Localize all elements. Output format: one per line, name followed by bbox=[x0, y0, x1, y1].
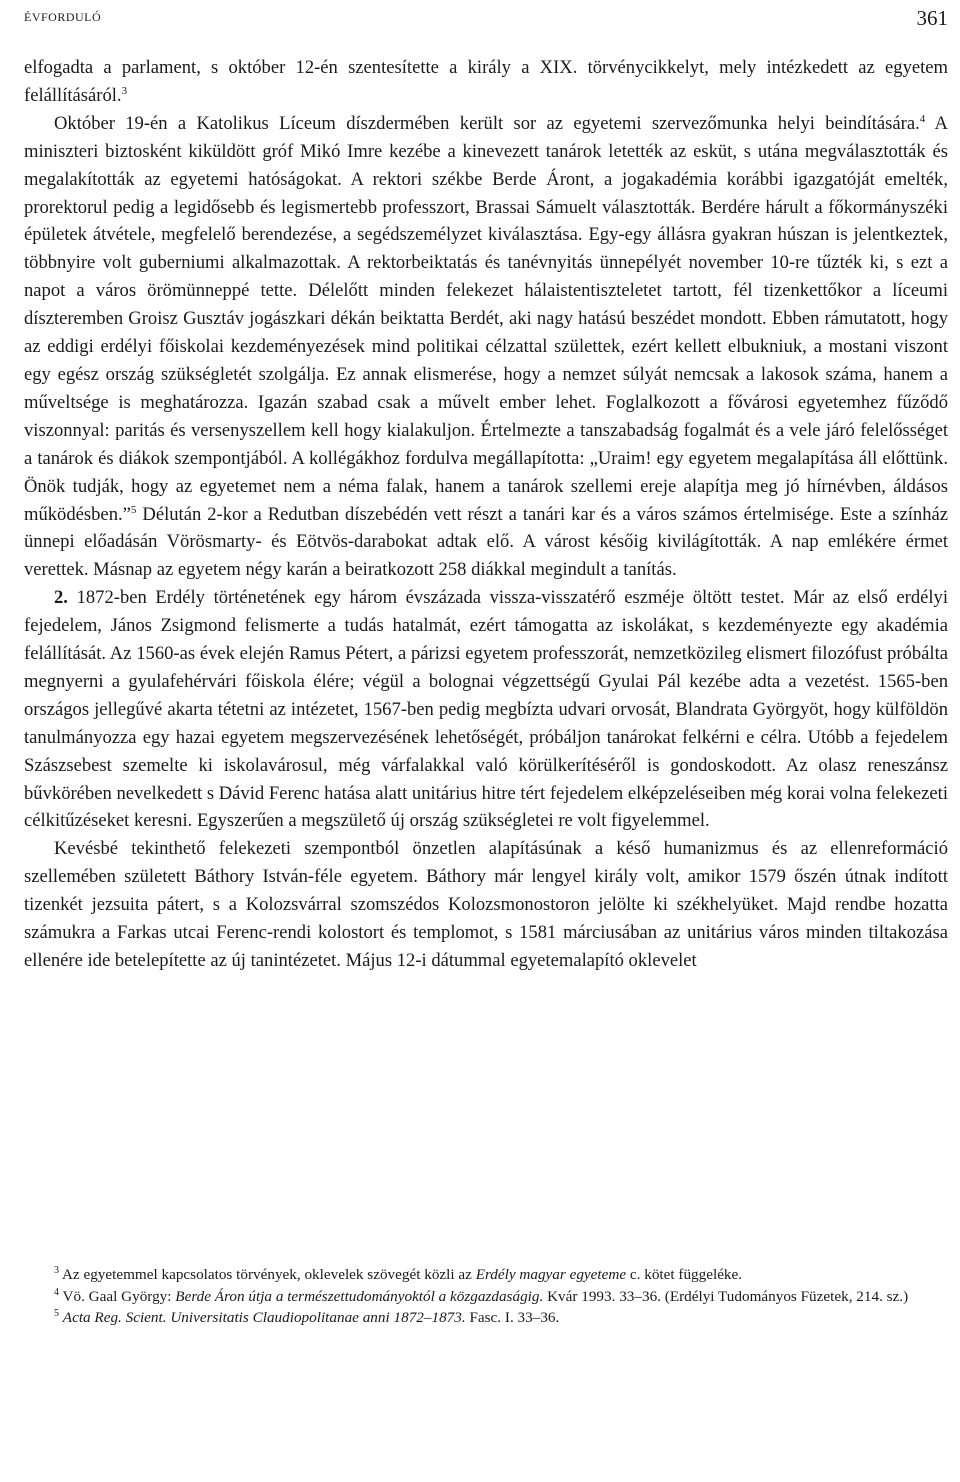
section-number: 2. bbox=[54, 587, 68, 609]
footnotes bbox=[24, 1264, 948, 1329]
paragraph-1-text: elfogadta a parlament, s október 12-én szentesítette a király a XIX. törvénycikkelyt, mely intézkedett az egyetem felállításáról. bbox=[24, 57, 948, 106]
page-number: 361 bbox=[916, 6, 948, 30]
paragraph-2-text-a: Október 19-én a Katolikus Líceum díszdermében került sor az egyetemi szervezőmunka helyi beindítására. bbox=[54, 112, 920, 134]
paragraph-2-text-b: A miniszteri biztosként kiküldött gróf Mikó Imre kezébe a kinevezett tanárok letették az esküt, s utána megválasztották és megalakították az egyetemi hatóságokat. A rektori székbe Berde Áront, a jogakadémia korábbi igazgatóját emelték, prorektorul pedig a legidősebb és legismertebb professzort, Brassai Sámuelt választották. Berdére hárult a főkormányszéki épületek átvétele, megfelelő berendezése, a segédszemélyzet kiválasztása. Egy-egy állásra gyakran húszan is jelentkeztek, többnyire volt guberniumi alkalmazottak. A rektorbeiktatás és tanévnyitás ünnepélyét november 10-re tűzték ki, s ezt a napot a város örömünneppé tette. Délelőtt minden felekezet hálaistentiszteletet tartott, fél tizenkettőkor a líceumi díszteremben Groisz Gusztáv jogászkari dékán beiktatta Berdét, aki nagy hatású beszédet mondott. Ebben rámutatott, hogy az eddigi erdélyi főiskolai kezdeményezések mind politikai célzattal születtek, ezért kellett elbukniuk, a mostani viszont egy egész ország szükségletét szolgálja. Ez annak elismerése, hogy a nemzet súlyát nemcsak a lakosok száma, hanem a műveltsége is meghatározza. Igazán szabad csak a művelt ember lehet. Foglalkozott a fővárosi egyetemhez fűződő viszonnyal: paritás és versenyszellem kell hogy kialakuljon. Értelmezte a tanszabadság fogalmát és a vele járó felelősséget a tanárok és diákok szempontjából. A kollégákhoz fordulva megállapította: „Uraim! egy egyetem megalapítása áll előttünk. Önök tudják, hogy az egyetemet nem a néma falak, hanem a tanárok szellemi ereje alapítja meg jó hírnévben, áldásos működésben.” bbox=[24, 112, 948, 525]
footnote-4 bbox=[24, 1286, 948, 1308]
paragraph-3 bbox=[24, 584, 948, 835]
footnote-text-after: Fasc. I. 33–36. bbox=[465, 1309, 560, 1326]
footnote-title: Acta Reg. Scient. Universitatis Claudiopolitanae anni 1872–1873. bbox=[62, 1309, 466, 1326]
footnote-text-after: c. kötet függeléke. bbox=[626, 1266, 743, 1283]
paragraph-3-text: 1872-ben Erdély történetének egy három évszázada vissza-visszatérő eszméje öltött testet. Már az első erdélyi fejedelem, János Zsigmond felismerte a tudás hatalmát, ezért támogatta az iskolákat, s kezdeményezte egy akadémia felállítását. Az 1560-as évek elején Ramus Pétert, a párizsi egyetem professzorát, nemzetközileg elismert filozófust próbálta megnyerni a gyulafehérvári főiskola élére; végül a bolognai végzettségű Gyulai Pál kezébe adta a vezetést. 1565-ben országos jellegűvé akarta tétetni az intézetet, 1567-ben pedig megbízta udvari orvosát, Blandrata Györgyöt, hogy külföldön tanulmányozza egy hazai egyetem megszervezésének lehetőségét, próbáljon tanárokat felkérni e célra. Utóbb a fejedelem Szászsebest szemelte ki iskolavárosul, még várfalakkal való körülkerítéséről is gondoskodott. Az olasz reneszánsz bűvkörében nevelkedett s Dávid Ferenc hatása alatt unitárius hitre tért fejedelem elképzeléseiben még korai volna felekezeti célkitűzéseket keresni. Egyszerűen a megszülető új ország szükségletei re volt figyelemmel. bbox=[24, 587, 948, 832]
footnote-ref-5: 5 bbox=[130, 503, 137, 516]
paragraph-2-text-c: Délután 2-kor a Redutban díszebédén vett részt a tanári kar és a város számos értelmisége. Este a színház ünnepi előadásán Vörösmarty- és Eötvös-darabokat adtak elő. A várost későig kivilágították. A nap emlékére érmet verettek. Másnap az egyetem négy karán a beiratkozott 258 diákkal megindult a tanítás. bbox=[24, 503, 948, 581]
footnote-title: Erdély magyar egyeteme bbox=[475, 1266, 627, 1283]
footnote-number: 4 bbox=[54, 1286, 59, 1298]
paragraph-1 bbox=[24, 54, 948, 110]
footnote-title: Berde Áron útja a természettudományoktól a közgazdaságig. bbox=[175, 1287, 544, 1305]
paragraph-4 bbox=[24, 835, 948, 975]
paragraph-2 bbox=[24, 110, 948, 584]
body-text bbox=[24, 54, 948, 975]
footnote-ref-4: 4 bbox=[919, 112, 926, 125]
footnote-text-after: Kvár 1993. 33–36. (Erdélyi Tudományos Füzetek, 214. sz.) bbox=[543, 1287, 909, 1305]
footnote-text: Vö. Gaal György: bbox=[62, 1287, 176, 1305]
footnote-text: Az egyetemmel kapcsolatos törvények, oklevelek szövegét közli az bbox=[61, 1266, 476, 1283]
footnote-number: 5 bbox=[54, 1308, 59, 1319]
document-page bbox=[24, 0, 948, 1482]
section-title: ÉVFORDULÓ bbox=[24, 10, 102, 24]
paragraph-4-text: Kevésbé tekinthető felekezeti szempontból önzetlen alapításúnak a késő humanizmus és az ellenreformáció szellemében született Báthory István-féle egyetem. Báthory már lengyel király volt, amikor 1579 őszén útnak indított tizenkét jezsuita pátert, s a Kolozsvárral szomszédos Kolozsmonostoron jelölte ki székhelyüket. Majd rendbe hozatta számukra a Farkas utcai Ferenc-rendi kolostort és templomot, s 1581 márciusában az unitárius város minden tiltakozása ellenére ide betelepítette az új tanintézetet. Május 12-i dátummal egyetemalapító oklevelet bbox=[24, 838, 948, 971]
footnote-3 bbox=[24, 1264, 948, 1286]
footnote-5 bbox=[24, 1307, 948, 1329]
footnote-number: 3 bbox=[54, 1265, 59, 1276]
footnote-ref-3: 3 bbox=[121, 84, 128, 97]
running-head bbox=[24, 6, 948, 34]
